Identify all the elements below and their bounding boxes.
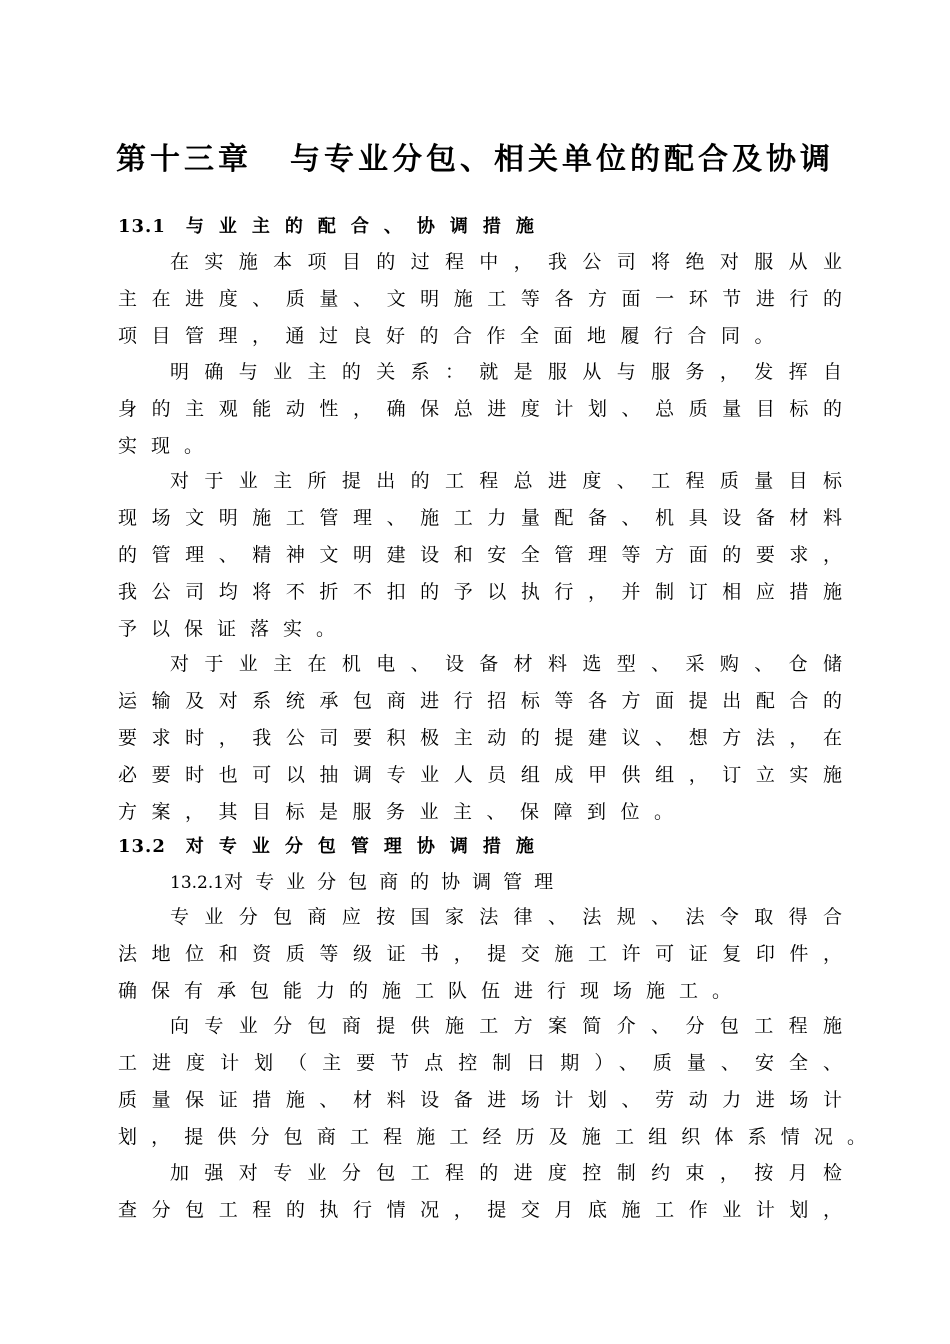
paragraph-line: 专业分包商应按国家法律、法规、法令取得合 [170,906,842,928]
paragraph-line: 查分包工程的执行情况，提交月底施工作业计划， [118,1199,842,1221]
paragraph-line: 加强对专业分包工程的进度控制约束，按月检 [170,1162,842,1184]
chapter-title-text: 与专业分包、相关单位的配合及协调 [290,142,834,177]
paragraph-line: 运输及对系统承包商进行招标等各方面提出配合的 [118,690,842,712]
paragraph-line: 必要时也可以抽调专业人员组成甲供组，订立实施 [118,764,842,786]
section-heading-13-2 [118,835,549,859]
paragraph-line: 工进度计划（主要节点控制日期）、质量、安全、 [118,1052,842,1074]
paragraph-line: 确保有承包能力的施工队伍进行现场施工。 [118,980,746,1002]
section-title: 对专业分包管理协调措施 [185,836,549,857]
paragraph-line: 身的主观能动性，确保总进度计划、总质量目标的 [118,398,842,420]
subsection-heading-13-2-1 [170,870,565,895]
paragraph-line: 明确与业主的关系：就是服从与服务，发挥自 [170,361,842,383]
paragraph-line: 实现。 [118,435,218,457]
paragraph-line: 方案，其目标是服务业主、保障到位。 [118,801,688,823]
section-number: 13.1 [118,216,166,237]
paragraph-line: 的管理、精神文明建设和安全管理等方面的要求， [118,544,842,566]
paragraph-line: 划，提供分包商工程施工经历及施工组织体系情况。 [118,1126,866,1148]
paragraph-line: 主在进度、质量、文明施工等各方面一环节进行的 [118,288,842,310]
section-title: 与业主的配合、协调措施 [185,216,549,237]
paragraph-line: 质量保证措施、材料设备进场计划、劳动力进场计 [118,1089,842,1111]
paragraph-line: 要求时，我公司要积极主动的提建议、想方法，在 [118,727,842,749]
section-heading-13-1 [118,215,549,239]
chapter-title [0,140,950,180]
subsection-number: 13.2.1 [170,873,225,893]
chapter-number: 第十三章 [116,142,252,177]
paragraph-line: 予以保证落实。 [118,618,350,640]
paragraph-line: 现场文明施工管理、施工力量配备、机具设备材料 [118,507,842,529]
paragraph-line: 在实施本项目的过程中，我公司将绝对服从业 [170,251,842,273]
paragraph-line: 我公司均将不折不扣的予以执行，并制订相应措施 [118,581,842,603]
paragraph-line: 法地位和资质等级证书，提交施工许可证复印件， [118,943,842,965]
subsection-title: 对专业分包商的协调管理 [224,871,566,893]
paragraph-line: 项目管理，通过良好的合作全面地履行合同。 [118,325,789,347]
paragraph-line: 对于业主在机电、设备材料选型、采购、仓储 [170,653,842,675]
paragraph-line: 对于业主所提出的工程总进度、工程质量目标 [170,470,842,492]
section-number: 13.2 [118,836,166,857]
paragraph-line: 向专业分包商提供施工方案简介、分包工程施 [170,1015,842,1037]
